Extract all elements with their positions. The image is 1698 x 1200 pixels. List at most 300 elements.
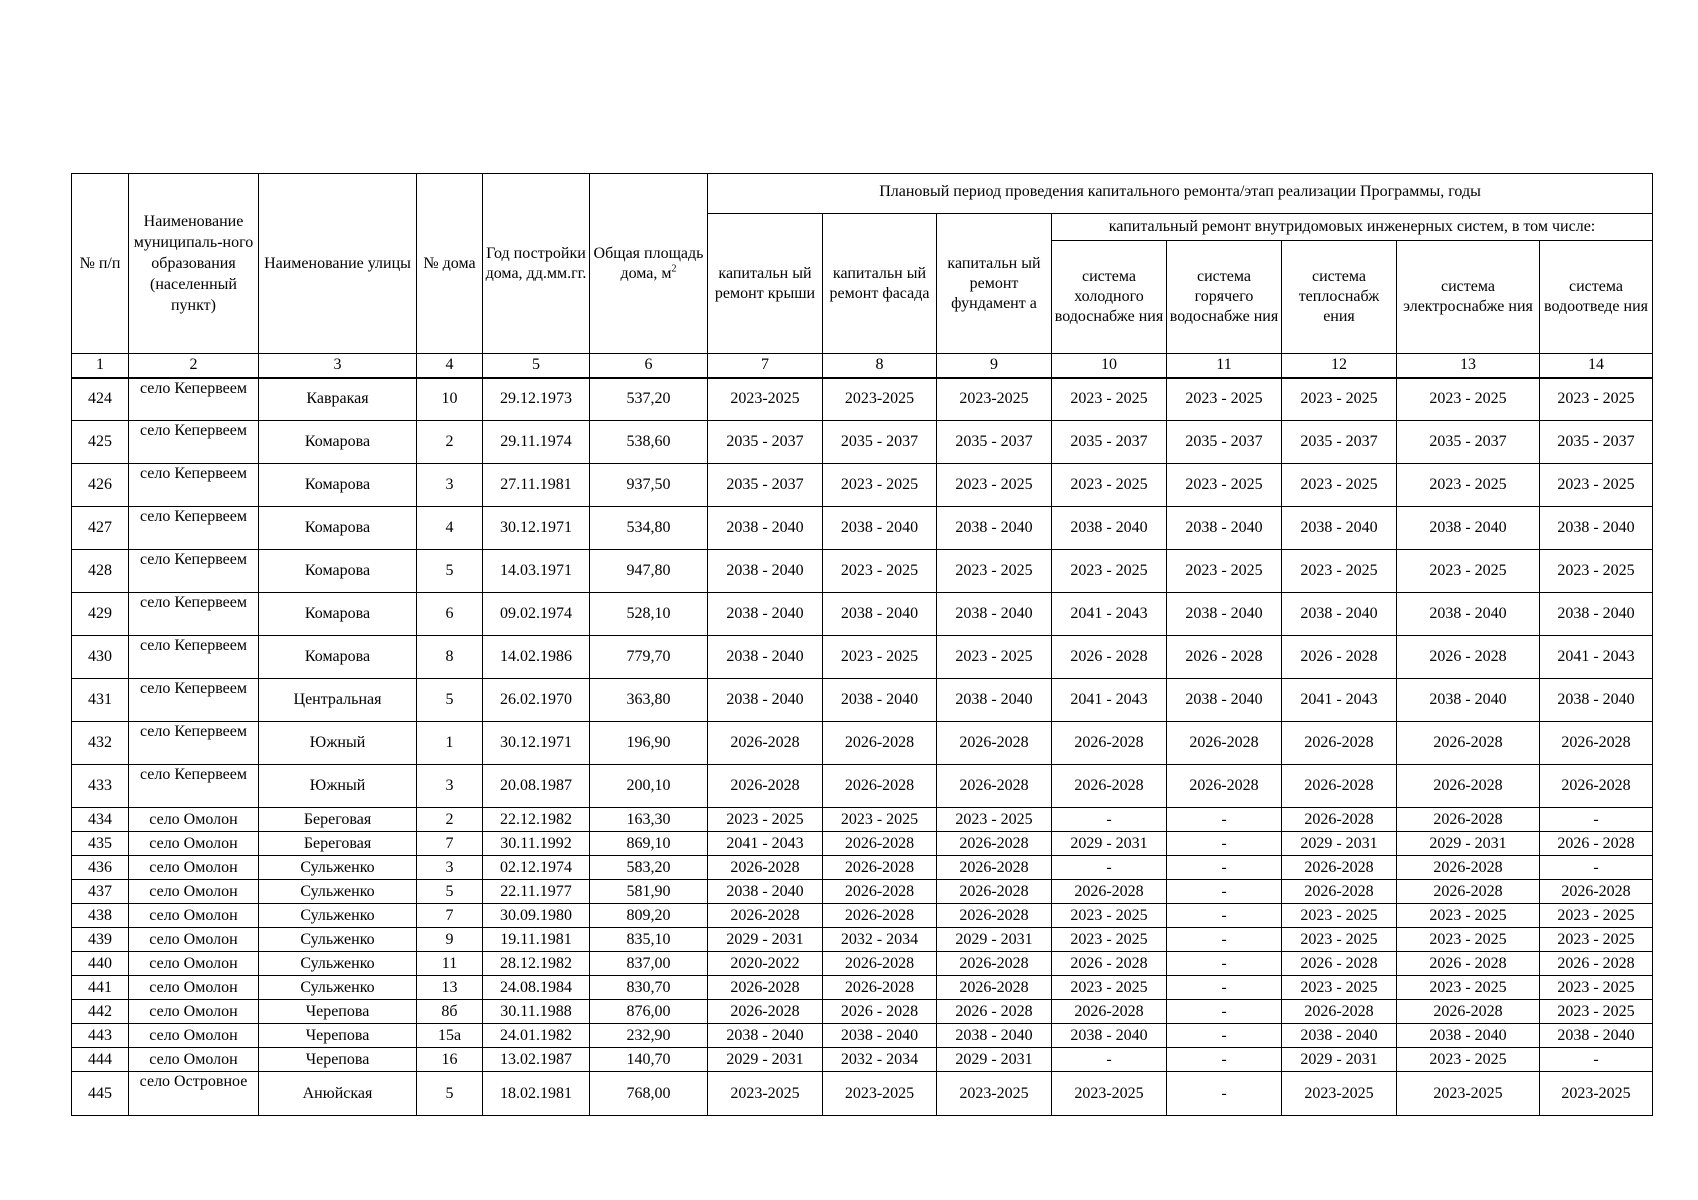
cell-sewage: 2023-2025 — [1540, 1072, 1653, 1116]
cell-roof: 2038 - 2040 — [708, 636, 823, 679]
column-number: 2 — [129, 354, 259, 378]
cell-roof: 2023-2025 — [708, 1072, 823, 1116]
cell-municipality: село Омолон — [129, 856, 259, 880]
cell-heating: 2023 - 2025 — [1282, 550, 1397, 593]
cell-heating: 2023 - 2025 — [1282, 904, 1397, 928]
cell-foundation: 2023-2025 — [937, 378, 1052, 421]
cell-cold-water: 2026-2028 — [1052, 880, 1167, 904]
cell-year: 27.11.1981 — [483, 464, 590, 507]
column-number: 4 — [417, 354, 483, 378]
cell-heating: 2026-2028 — [1282, 1000, 1397, 1024]
header-roof: капитальн ый ремонт крыши — [708, 214, 823, 354]
header-electric: система электроснабже ния — [1397, 241, 1540, 354]
cell-heating: 2026-2028 — [1282, 880, 1397, 904]
cell-roof: 2026-2028 — [708, 856, 823, 880]
cell-electric: 2026-2028 — [1397, 808, 1540, 832]
cell-municipality: село Кепервеем — [129, 593, 259, 636]
cell-facade: 2038 - 2040 — [823, 1024, 937, 1048]
cell-heating: 2038 - 2040 — [1282, 507, 1397, 550]
cell-cold-water: 2023 - 2025 — [1052, 378, 1167, 421]
cell-roof: 2023-2025 — [708, 378, 823, 421]
cell-house: 16 — [417, 1048, 483, 1072]
cell-sewage: - — [1540, 1048, 1653, 1072]
cell-hot-water: 2038 - 2040 — [1167, 593, 1282, 636]
cell-electric: 2038 - 2040 — [1397, 593, 1540, 636]
table-row — [72, 593, 1653, 636]
cell-hot-water: 2023 - 2025 — [1167, 378, 1282, 421]
cell-hot-water: 2038 - 2040 — [1167, 679, 1282, 722]
cell-house: 15а — [417, 1024, 483, 1048]
cell-house: 3 — [417, 765, 483, 808]
column-number: 14 — [1540, 354, 1653, 378]
cell-year: 14.03.1971 — [483, 550, 590, 593]
cell-foundation: 2038 - 2040 — [937, 679, 1052, 722]
cell-area: 528,10 — [590, 593, 708, 636]
header-no: № п/п — [72, 174, 129, 354]
cell-municipality: село Омолон — [129, 952, 259, 976]
cell-hot-water: - — [1167, 880, 1282, 904]
cell-facade: 2026-2028 — [823, 856, 937, 880]
cell-sewage: 2035 - 2037 — [1540, 421, 1653, 464]
cell-street: Черепова — [259, 1000, 417, 1024]
cell-cold-water: 2023-2025 — [1052, 1072, 1167, 1116]
cell-street: Комарова — [259, 507, 417, 550]
cell-house: 5 — [417, 550, 483, 593]
cell-foundation: 2029 - 2031 — [937, 928, 1052, 952]
cell-municipality: село Кепервеем — [129, 507, 259, 550]
cell-cold-water: 2026-2028 — [1052, 1000, 1167, 1024]
cell-municipality: село Островное — [129, 1072, 259, 1116]
cell-cold-water: 2038 - 2040 — [1052, 1024, 1167, 1048]
cell-area: 534,80 — [590, 507, 708, 550]
cell-year: 14.02.1986 — [483, 636, 590, 679]
header-sewage: система водоотведе ния — [1540, 241, 1653, 354]
cell-electric: 2026-2028 — [1397, 765, 1540, 808]
cell-electric: 2038 - 2040 — [1397, 679, 1540, 722]
cell-house: 4 — [417, 507, 483, 550]
cell-cold-water: 2023 - 2025 — [1052, 928, 1167, 952]
cell-street: Сульженко — [259, 904, 417, 928]
table-row — [72, 378, 1653, 421]
cell-cold-water: - — [1052, 808, 1167, 832]
cell-foundation: 2026-2028 — [937, 722, 1052, 765]
table-row — [72, 856, 1653, 880]
cell-sewage: 2023 - 2025 — [1540, 550, 1653, 593]
cell-electric: 2023 - 2025 — [1397, 976, 1540, 1000]
cell-sewage: 2026-2028 — [1540, 722, 1653, 765]
cell-area: 837,00 — [590, 952, 708, 976]
cell-electric: 2023 - 2025 — [1397, 550, 1540, 593]
cell-year: 22.11.1977 — [483, 880, 590, 904]
cell-area: 869,10 — [590, 832, 708, 856]
cell-roof: 2038 - 2040 — [708, 679, 823, 722]
cell-foundation: 2023-2025 — [937, 1072, 1052, 1116]
cell-facade: 2026-2028 — [823, 952, 937, 976]
cell-sewage: 2038 - 2040 — [1540, 507, 1653, 550]
header-hot-water: система горячего водоснабже ния — [1167, 241, 1282, 354]
cell-no: 425 — [72, 421, 129, 464]
cell-municipality: село Кепервеем — [129, 765, 259, 808]
cell-street: Центральная — [259, 679, 417, 722]
cell-area: 163,30 — [590, 808, 708, 832]
cell-area: 581,90 — [590, 880, 708, 904]
cell-foundation: 2026-2028 — [937, 952, 1052, 976]
cell-sewage: 2023 - 2025 — [1540, 928, 1653, 952]
cell-cold-water: 2029 - 2031 — [1052, 832, 1167, 856]
column-number: 11 — [1167, 354, 1282, 378]
cell-heating: 2026 - 2028 — [1282, 952, 1397, 976]
cell-foundation: 2026-2028 — [937, 880, 1052, 904]
cell-foundation: 2029 - 2031 — [937, 1048, 1052, 1072]
cell-roof: 2026-2028 — [708, 1000, 823, 1024]
cell-house: 5 — [417, 679, 483, 722]
cell-hot-water: 2035 - 2037 — [1167, 421, 1282, 464]
cell-year: 20.08.1987 — [483, 765, 590, 808]
header-municipality: Наименование муниципаль-ного образования (населенный пункт) — [129, 174, 259, 354]
cell-municipality: село Омолон — [129, 880, 259, 904]
cell-house: 3 — [417, 856, 483, 880]
table-row — [72, 1024, 1653, 1048]
cell-municipality: село Кепервеем — [129, 636, 259, 679]
column-number: 10 — [1052, 354, 1167, 378]
cell-house: 2 — [417, 421, 483, 464]
cell-roof: 2026-2028 — [708, 976, 823, 1000]
cell-hot-water: 2023 - 2025 — [1167, 464, 1282, 507]
table-row — [72, 1072, 1653, 1116]
cell-year: 30.12.1971 — [483, 722, 590, 765]
cell-municipality: село Омолон — [129, 1000, 259, 1024]
cell-year: 22.12.1982 — [483, 808, 590, 832]
cell-foundation: 2023 - 2025 — [937, 550, 1052, 593]
cell-hot-water: - — [1167, 1024, 1282, 1048]
table-row — [72, 421, 1653, 464]
cell-area: 779,70 — [590, 636, 708, 679]
column-number: 6 — [590, 354, 708, 378]
cell-sewage: 2023 - 2025 — [1540, 1000, 1653, 1024]
cell-no: 438 — [72, 904, 129, 928]
cell-area: 583,20 — [590, 856, 708, 880]
cell-municipality: село Кепервеем — [129, 421, 259, 464]
cell-year: 30.12.1971 — [483, 507, 590, 550]
cell-hot-water: 2026-2028 — [1167, 722, 1282, 765]
cell-facade: 2023 - 2025 — [823, 550, 937, 593]
cell-area: 835,10 — [590, 928, 708, 952]
cell-street: Кавракая — [259, 378, 417, 421]
cell-municipality: село Кепервеем — [129, 679, 259, 722]
cell-hot-water: 2026-2028 — [1167, 765, 1282, 808]
cell-no: 431 — [72, 679, 129, 722]
cell-roof: 2026-2028 — [708, 765, 823, 808]
cell-cold-water: 2041 - 2043 — [1052, 593, 1167, 636]
cell-year: 26.02.1970 — [483, 679, 590, 722]
cell-area: 537,20 — [590, 378, 708, 421]
cell-heating: 2038 - 2040 — [1282, 593, 1397, 636]
cell-facade: 2023 - 2025 — [823, 808, 937, 832]
cell-roof: 2023 - 2025 — [708, 808, 823, 832]
cell-area: 947,80 — [590, 550, 708, 593]
table-row — [72, 507, 1653, 550]
cell-municipality: село Омолон — [129, 976, 259, 1000]
cell-cold-water: 2023 - 2025 — [1052, 904, 1167, 928]
cell-street: Береговая — [259, 832, 417, 856]
cell-electric: 2038 - 2040 — [1397, 507, 1540, 550]
cell-heating: 2029 - 2031 — [1282, 832, 1397, 856]
cell-house: 5 — [417, 880, 483, 904]
cell-street: Сульженко — [259, 928, 417, 952]
cell-electric: 2026-2028 — [1397, 722, 1540, 765]
cell-street: Черепова — [259, 1048, 417, 1072]
cell-sewage: 2038 - 2040 — [1540, 593, 1653, 636]
cell-house: 10 — [417, 378, 483, 421]
cell-facade: 2026-2028 — [823, 832, 937, 856]
cell-house: 1 — [417, 722, 483, 765]
cell-year: 30.11.1988 — [483, 1000, 590, 1024]
table-body — [72, 378, 1653, 1116]
cell-house: 6 — [417, 593, 483, 636]
cell-facade: 2023 - 2025 — [823, 636, 937, 679]
cell-house: 8 — [417, 636, 483, 679]
table-row — [72, 464, 1653, 507]
cell-foundation: 2035 - 2037 — [937, 421, 1052, 464]
cell-no: 432 — [72, 722, 129, 765]
column-number: 7 — [708, 354, 823, 378]
column-numbers-row — [72, 354, 1653, 378]
cell-roof: 2035 - 2037 — [708, 421, 823, 464]
cell-street: Сульженко — [259, 880, 417, 904]
cell-area: 538,60 — [590, 421, 708, 464]
cell-foundation: 2023 - 2025 — [937, 808, 1052, 832]
cell-facade: 2026-2028 — [823, 976, 937, 1000]
table-row — [72, 636, 1653, 679]
cell-area: 196,90 — [590, 722, 708, 765]
cell-foundation: 2026-2028 — [937, 832, 1052, 856]
column-number: 5 — [483, 354, 590, 378]
cell-year: 19.11.1981 — [483, 928, 590, 952]
cell-street: Сульженко — [259, 856, 417, 880]
cell-municipality: село Омолон — [129, 808, 259, 832]
cell-year: 29.11.1974 — [483, 421, 590, 464]
cell-electric: 2023-2025 — [1397, 1072, 1540, 1116]
cell-house: 5 — [417, 1072, 483, 1116]
cell-hot-water: - — [1167, 1000, 1282, 1024]
cell-hot-water: - — [1167, 1072, 1282, 1116]
cell-heating: 2029 - 2031 — [1282, 1048, 1397, 1072]
cell-hot-water: 2026 - 2028 — [1167, 636, 1282, 679]
cell-roof: 2029 - 2031 — [708, 928, 823, 952]
cell-street: Комарова — [259, 636, 417, 679]
cell-roof: 2038 - 2040 — [708, 550, 823, 593]
cell-sewage: 2026-2028 — [1540, 765, 1653, 808]
header-street: Наименование улицы — [259, 174, 417, 354]
cell-facade: 2026-2028 — [823, 722, 937, 765]
cell-no: 436 — [72, 856, 129, 880]
header-area-text: Общая площадь дома, м — [593, 244, 704, 282]
cell-area: 200,10 — [590, 765, 708, 808]
cell-roof: 2038 - 2040 — [708, 880, 823, 904]
cell-cold-water: - — [1052, 1048, 1167, 1072]
cell-street: Комарова — [259, 593, 417, 636]
cell-street: Сульженко — [259, 952, 417, 976]
cell-hot-water: - — [1167, 928, 1282, 952]
cell-sewage: 2026 - 2028 — [1540, 832, 1653, 856]
cell-facade: 2026-2028 — [823, 880, 937, 904]
cell-sewage: 2038 - 2040 — [1540, 1024, 1653, 1048]
cell-electric: 2038 - 2040 — [1397, 1024, 1540, 1048]
cell-electric: 2026-2028 — [1397, 880, 1540, 904]
cell-street: Комарова — [259, 550, 417, 593]
table-row — [72, 765, 1653, 808]
table-row — [72, 928, 1653, 952]
cell-municipality: село Кепервеем — [129, 378, 259, 421]
cell-hot-water: - — [1167, 808, 1282, 832]
table-row — [72, 679, 1653, 722]
cell-roof: 2038 - 2040 — [708, 507, 823, 550]
cell-facade: 2038 - 2040 — [823, 593, 937, 636]
cell-no: 440 — [72, 952, 129, 976]
table-row — [72, 722, 1653, 765]
cell-year: 18.02.1981 — [483, 1072, 590, 1116]
cell-heating: 2023 - 2025 — [1282, 464, 1397, 507]
cell-sewage: - — [1540, 856, 1653, 880]
cell-area: 363,80 — [590, 679, 708, 722]
cell-heating: 2026-2028 — [1282, 722, 1397, 765]
cell-sewage: 2023 - 2025 — [1540, 378, 1653, 421]
cell-street: Южный — [259, 722, 417, 765]
cell-foundation: 2038 - 2040 — [937, 593, 1052, 636]
table-row — [72, 808, 1653, 832]
cell-street: Береговая — [259, 808, 417, 832]
cell-hot-water: - — [1167, 1048, 1282, 1072]
cell-no: 437 — [72, 880, 129, 904]
cell-area: 768,00 — [590, 1072, 708, 1116]
cell-facade: 2032 - 2034 — [823, 1048, 937, 1072]
cell-foundation: 2026 - 2028 — [937, 1000, 1052, 1024]
table-row — [72, 832, 1653, 856]
cell-cold-water: 2023 - 2025 — [1052, 550, 1167, 593]
cell-cold-water: 2026 - 2028 — [1052, 952, 1167, 976]
cell-year: 30.09.1980 — [483, 904, 590, 928]
cell-foundation: 2026-2028 — [937, 904, 1052, 928]
table-row — [72, 1000, 1653, 1024]
cell-house: 13 — [417, 976, 483, 1000]
cell-foundation: 2023 - 2025 — [937, 636, 1052, 679]
cell-cold-water: 2023 - 2025 — [1052, 976, 1167, 1000]
cell-roof: 2038 - 2040 — [708, 1024, 823, 1048]
cell-heating: 2026-2028 — [1282, 856, 1397, 880]
cell-no: 429 — [72, 593, 129, 636]
cell-hot-water: - — [1167, 904, 1282, 928]
cell-electric: 2026-2028 — [1397, 1000, 1540, 1024]
cell-facade: 2023-2025 — [823, 378, 937, 421]
cell-no: 442 — [72, 1000, 129, 1024]
cell-facade: 2026-2028 — [823, 765, 937, 808]
header-cold-water: система холодного водоснабже ния — [1052, 241, 1167, 354]
cell-sewage: 2023 - 2025 — [1540, 904, 1653, 928]
column-number: 9 — [937, 354, 1052, 378]
cell-house: 8б — [417, 1000, 483, 1024]
cell-no: 445 — [72, 1072, 129, 1116]
cell-heating: 2023 - 2025 — [1282, 976, 1397, 1000]
header-area — [590, 174, 708, 354]
cell-foundation: 2026-2028 — [937, 765, 1052, 808]
cell-facade: 2023-2025 — [823, 1072, 937, 1116]
cell-facade: 2035 - 2037 — [823, 421, 937, 464]
cell-no: 441 — [72, 976, 129, 1000]
capital-repair-table — [71, 173, 1653, 1116]
cell-heating: 2026-2028 — [1282, 765, 1397, 808]
column-number: 8 — [823, 354, 937, 378]
cell-roof: 2020-2022 — [708, 952, 823, 976]
header-house: № дома — [417, 174, 483, 354]
cell-house: 7 — [417, 904, 483, 928]
cell-hot-water: 2023 - 2025 — [1167, 550, 1282, 593]
cell-no: 433 — [72, 765, 129, 808]
cell-sewage: 2026 - 2028 — [1540, 952, 1653, 976]
cell-electric: 2023 - 2025 — [1397, 464, 1540, 507]
cell-area: 232,90 — [590, 1024, 708, 1048]
cell-roof: 2026-2028 — [708, 722, 823, 765]
cell-year: 28.12.1982 — [483, 952, 590, 976]
cell-municipality: село Омолон — [129, 1048, 259, 1072]
cell-no: 439 — [72, 928, 129, 952]
header-facade: капитальн ый ремонт фасада — [823, 214, 937, 354]
cell-no: 443 — [72, 1024, 129, 1048]
cell-area: 809,20 — [590, 904, 708, 928]
cell-municipality: село Кепервеем — [129, 550, 259, 593]
cell-street: Южный — [259, 765, 417, 808]
cell-facade: 2038 - 2040 — [823, 679, 937, 722]
cell-house: 11 — [417, 952, 483, 976]
cell-hot-water: - — [1167, 952, 1282, 976]
cell-foundation: 2038 - 2040 — [937, 507, 1052, 550]
table-header — [72, 174, 1653, 378]
header-plan-period: Плановый период проведения капитального ремонта/этап реализации Программы, годы — [708, 174, 1653, 214]
cell-house: 2 — [417, 808, 483, 832]
cell-heating: 2026 - 2028 — [1282, 636, 1397, 679]
header-engineering: капитальный ремонт внутридомовых инженерных систем, в том числе: — [1052, 214, 1653, 241]
cell-no: 427 — [72, 507, 129, 550]
cell-heating: 2023-2025 — [1282, 1072, 1397, 1116]
cell-roof: 2038 - 2040 — [708, 593, 823, 636]
cell-cold-water: 2023 - 2025 — [1052, 464, 1167, 507]
cell-cold-water: 2026-2028 — [1052, 765, 1167, 808]
cell-year: 09.02.1974 — [483, 593, 590, 636]
cell-house: 3 — [417, 464, 483, 507]
cell-foundation: 2026-2028 — [937, 976, 1052, 1000]
cell-electric: 2023 - 2025 — [1397, 378, 1540, 421]
column-number: 13 — [1397, 354, 1540, 378]
cell-no: 426 — [72, 464, 129, 507]
column-number: 3 — [259, 354, 417, 378]
cell-electric: 2026 - 2028 — [1397, 636, 1540, 679]
cell-foundation: 2026-2028 — [937, 856, 1052, 880]
table-row — [72, 952, 1653, 976]
cell-heating: 2023 - 2025 — [1282, 928, 1397, 952]
cell-facade: 2023 - 2025 — [823, 464, 937, 507]
cell-electric: 2035 - 2037 — [1397, 421, 1540, 464]
cell-street: Сульженко — [259, 976, 417, 1000]
cell-year: 02.12.1974 — [483, 856, 590, 880]
cell-municipality: село Кепервеем — [129, 722, 259, 765]
cell-electric: 2026-2028 — [1397, 856, 1540, 880]
cell-area: 937,50 — [590, 464, 708, 507]
cell-no: 430 — [72, 636, 129, 679]
header-year: Год постройки дома, дд.мм.гг. — [483, 174, 590, 354]
table-row — [72, 880, 1653, 904]
cell-house: 9 — [417, 928, 483, 952]
cell-sewage: 2026-2028 — [1540, 880, 1653, 904]
cell-cold-water: 2038 - 2040 — [1052, 507, 1167, 550]
